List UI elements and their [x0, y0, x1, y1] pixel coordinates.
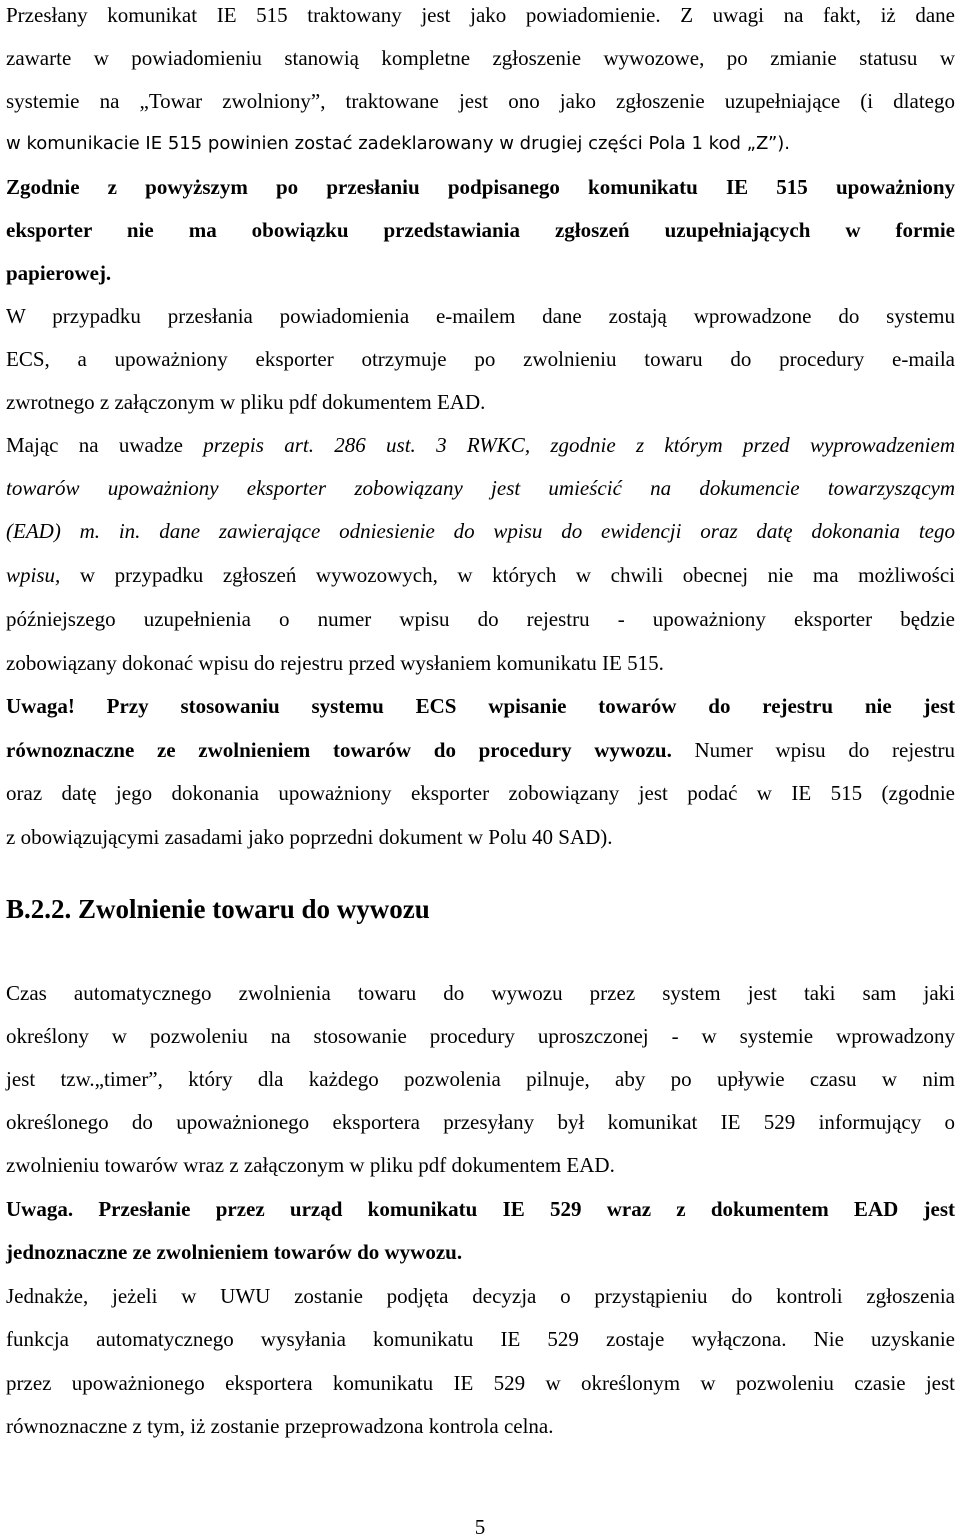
paragraph-line: przez upoważnionego eksportera komunikatu IE 529 w określonym w pozwoleniu czasie jest	[6, 1371, 955, 1395]
paragraph-line: zobowiązany dokonać wpisu do rejestru przed wysłaniem komunikatu IE 515.	[6, 651, 664, 675]
paragraph-line: określony w pozwoleniu na stosowanie procedury uproszczonej - w systemie wprowadzony	[6, 1024, 955, 1048]
paragraph-line: równoznaczne z tym, iż zostanie przeprowadzona kontrola celna.	[6, 1414, 554, 1438]
paragraph-line	[6, 562, 955, 588]
bold-paragraph-line: jednoznaczne ze zwolnieniem towarów do wywozu.	[6, 1240, 463, 1264]
paragraph-line: funkcja automatycznego wysyłania komunikatu IE 529 zostaje wyłączona. Nie uzyskanie	[6, 1327, 955, 1351]
bold-paragraph-line: Uwaga. Przesłanie przez urząd komunikatu IE 529 wraz z dokumentem EAD jest	[6, 1197, 955, 1221]
paragraph-line: jest tzw.„timer”, który dla każdego pozwolenia pilnuje, aby po upływie czasu w nim	[6, 1067, 955, 1091]
paragraph-line: zawarte w powiadomieniu stanowią kompletne zgłoszenie wywozowe, po zmianie statusu w	[6, 46, 955, 70]
warning-line: Uwaga! Przy stosowaniu systemu ECS wpisanie towarów do rejestru nie jest	[6, 694, 955, 718]
italic-line: towarów upoważniony eksporter zobowiązany jest umieścić na dokumencie towarzyszącym	[6, 476, 955, 500]
paragraph-line: zwolnieniu towarów wraz z załączonym w pliku pdf dokumentem EAD.	[6, 1153, 615, 1177]
text-run: w przypadku zgłoszeń wywozowych, w których w chwili obecnej nie ma możliwości	[60, 563, 955, 587]
text-run: Mając na uwadze	[6, 433, 204, 457]
text-run: Numer wpisu do rejestru	[671, 738, 955, 762]
paragraph-line: ECS, a upoważniony eksporter otrzymuje po zwolnieniu towaru do procedury e-maila	[6, 347, 955, 371]
bold-run: równoznaczne ze zwolnieniem towarów do procedury wywozu.	[6, 738, 672, 762]
paragraph-line: systemie na „Towar zwolniony”, traktowane jest ono jako zgłoszenie uzupełniające (i dlatego	[6, 89, 955, 113]
paragraph-line: zwrotnego z załączonym w pliku pdf dokumentem EAD.	[6, 390, 486, 414]
paragraph-line: określonego do upoważnionego eksportera przesyłany był komunikat IE 529 informujący o	[6, 1110, 955, 1134]
paragraph-line	[6, 737, 955, 763]
paragraph-line: W przypadku przesłania powiadomienia e-mailem dane zostają wprowadzone do systemu	[6, 304, 955, 328]
paragraph-line: z obowiązującymi zasadami jako poprzedni dokument w Polu 40 SAD).	[6, 825, 613, 849]
italic-line: (EAD) m. in. dane zawierające odniesienie do wpisu do ewidencji oraz datę dokonania tego	[6, 519, 955, 543]
paragraph-line: późniejszego uzupełnienia o numer wpisu do rejestru - upoważniony eksporter będzie	[6, 607, 955, 631]
bold-paragraph-line: Zgodnie z powyższym po przesłaniu podpisanego komunikatu IE 515 upoważniony	[6, 175, 955, 199]
paragraph-line: oraz datę jego dokonania upoważniony eksporter zobowiązany jest podać w IE 515 (zgodnie	[6, 781, 955, 805]
bold-paragraph-line: eksporter nie ma obowiązku przedstawiania zgłoszeń uzupełniających w formie	[6, 218, 955, 242]
paragraph-line: Przesłany komunikat IE 515 traktowany jest jako powiadomienie. Z uwagi na fakt, iż dane	[6, 3, 955, 27]
italic-run: przepis art. 286 ust. 3 RWKC, zgodnie z którym przed wyprowadzeniem	[203, 433, 955, 457]
section-heading: B.2.2. Zwolnienie towaru do wywozu	[6, 894, 430, 924]
paragraph-line	[6, 432, 955, 458]
paragraph-line: w komunikacie IE 515 powinien zostać zadeklarowany w drugiej części Pola 1 kod „Z”).	[6, 133, 791, 154]
bold-paragraph-line: papierowej.	[6, 261, 112, 285]
paragraph-line: Jednakże, jeżeli w UWU zostanie podjęta decyzja o przystąpieniu do kontroli zgłoszenia	[6, 1284, 955, 1308]
paragraph-line: Czas automatycznego zwolnienia towaru do wywozu przez system jest taki sam jaki	[6, 981, 955, 1005]
italic-run: wpisu,	[6, 563, 61, 587]
page-number: 5	[474, 1515, 486, 1539]
